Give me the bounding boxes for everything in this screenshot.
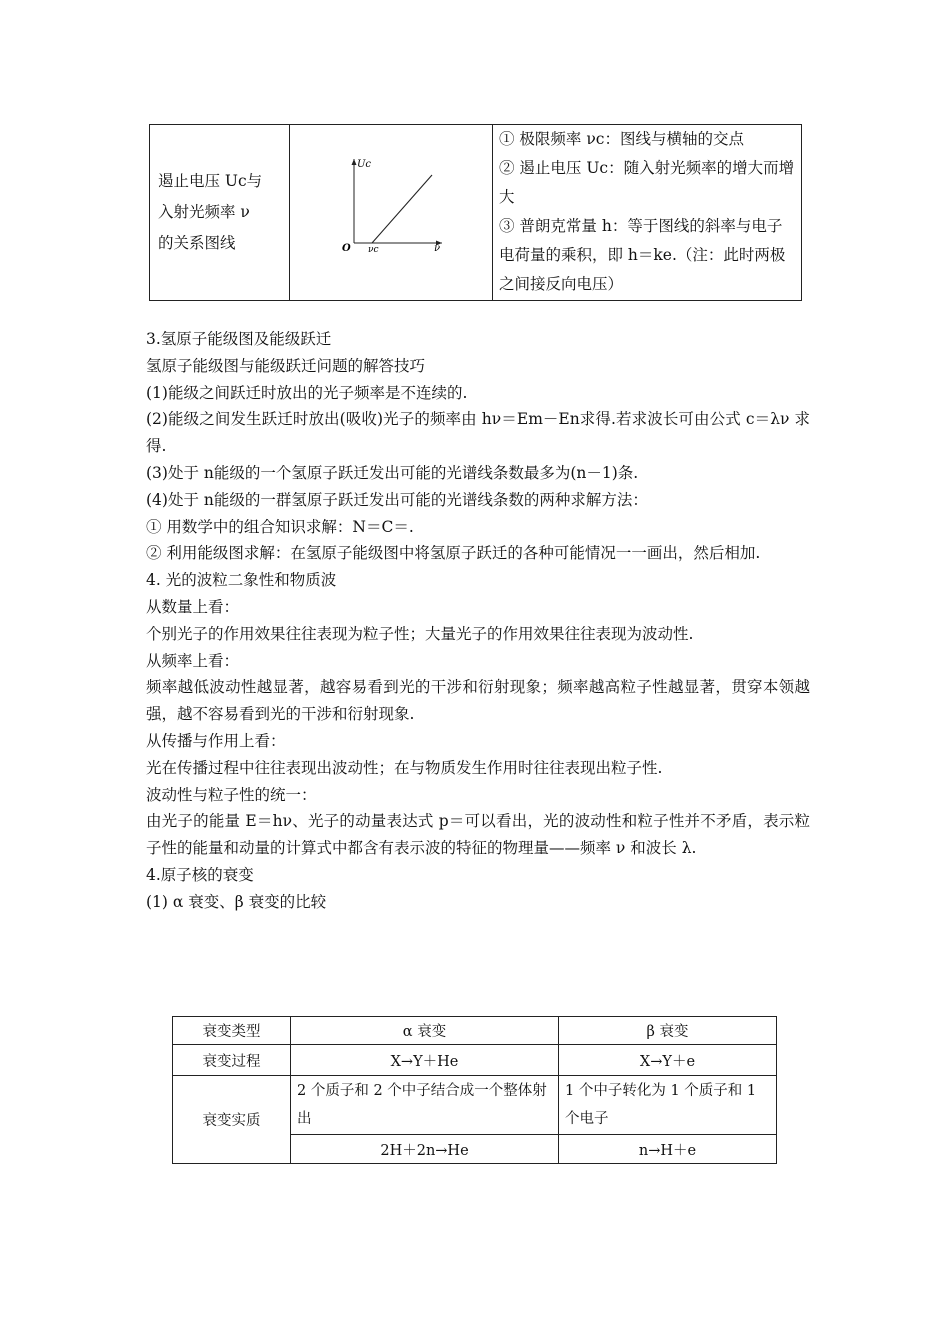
graph-cell bbox=[290, 125, 493, 301]
paragraph: 个别光子的作用效果往往表现为粒子性；大量光子的作用效果往往表现为波动性. bbox=[146, 624, 694, 643]
beta-process: X→Y＋e bbox=[559, 1045, 777, 1076]
paragraph: 氢原子能级图与能级跃迁问题的解答技巧 bbox=[146, 356, 426, 375]
paragraph: (4)处于 n能级的一群氢原子跃迁发出可能的光谱线条数的两种求解方法： bbox=[146, 490, 648, 509]
alpha-process: X→Y＋He bbox=[291, 1045, 559, 1076]
y-axis-label: Uc bbox=[357, 159, 372, 170]
header-cell-beta: β 衰变 bbox=[559, 1017, 777, 1045]
note-planck-constant: ③ 普朗克常量 h：等于图线的斜率与电子电荷量的乘积，即 h＝ke.（注：此时两极之间接反向电压） bbox=[499, 217, 786, 293]
body-text bbox=[146, 326, 810, 916]
paragraph: (1)能级之间跃迁时放出的光子频率是不连续的. bbox=[146, 383, 468, 402]
intercept-label: νc bbox=[368, 245, 379, 255]
paragraph: 光在传播过程中往往表现出波动性；在与物质发生作用时往往表现出粒子性. bbox=[146, 758, 663, 777]
beta-essence: 1 个中子转化为 1 个质子和 1 个电子 bbox=[559, 1076, 777, 1135]
graph-label-line1: 遏止电压 Uc与 bbox=[158, 172, 263, 190]
paragraph: 从频率上看： bbox=[146, 651, 240, 670]
note-threshold-frequency: ① 极限频率 νc：图线与横轴的交点 bbox=[499, 130, 744, 148]
note-stopping-voltage: ② 遏止电压 Uc：随入射光频率的增大而增大 bbox=[499, 159, 795, 206]
paragraph: (1) α 衰变、β 衰变的比较 bbox=[146, 892, 327, 911]
stopping-voltage-table bbox=[149, 124, 802, 301]
paragraph: ② 利用能级图求解：在氢原子能级图中将氢原子跃迁的各种可能情况一一画出，然后相加. bbox=[146, 544, 761, 563]
paragraph: 从传播与作用上看： bbox=[146, 731, 286, 750]
x-axis-label: ν bbox=[434, 243, 441, 254]
decay-comparison-table bbox=[172, 1016, 777, 1164]
heading-wave-particle: 4. 光的波粒二象性和物质波 bbox=[146, 571, 337, 590]
y-axis-arrow bbox=[352, 159, 357, 165]
graph-label-cell bbox=[150, 125, 290, 301]
beta-equation: n→H＋e bbox=[559, 1135, 777, 1164]
header-cell-alpha: α 衰变 bbox=[291, 1017, 559, 1045]
paragraph: 从数量上看： bbox=[146, 597, 240, 616]
heading-nuclear-decay: 4.原子核的衰变 bbox=[146, 865, 254, 884]
row-label-process: 衰变过程 bbox=[173, 1045, 291, 1076]
paragraph: 由光子的能量 E＝hν、光子的动量表达式 p＝可以看出，光的波动性和粒子性并不矛盾，表示粒子性的能量和动量的计算式中都含有表示波的特征的物理量——频率 ν 和波长 λ. bbox=[146, 812, 810, 858]
graph-label-line2: 入射光频率 ν bbox=[158, 203, 250, 221]
paragraph: (2)能级之间发生跃迁时放出(吸收)光子的频率由 hν＝Em－En求得.若求波长可由公式 c＝λν 求得. bbox=[146, 410, 810, 456]
alpha-equation: 2H＋2n→He bbox=[291, 1135, 559, 1164]
paragraph: 波动性与粒子性的统一： bbox=[146, 785, 317, 804]
uc-vs-frequency-graph bbox=[290, 125, 490, 296]
origin-label: O bbox=[342, 243, 351, 254]
paragraph: (3)处于 n能级的一个氢原子跃迁发出可能的光谱线条数最多为(n－1)条. bbox=[146, 463, 639, 482]
graph-notes-cell bbox=[493, 125, 802, 301]
paragraph: 频率越低波动性越显著，越容易看到光的干涉和衍射现象；频率越高粒子性越显著，贯穿本领越强，越不容易看到光的干涉和衍射现象. bbox=[146, 678, 810, 724]
heading-energy-levels: 3.氢原子能级图及能级跃迁 bbox=[146, 330, 332, 348]
header-cell-type: 衰变类型 bbox=[173, 1017, 291, 1045]
graph-label-line3: 的关系图线 bbox=[158, 234, 236, 252]
alpha-essence: 2 个质子和 2 个中子结合成一个整体射出 bbox=[291, 1076, 559, 1135]
paragraph: ① 用数学中的组合知识求解：N＝C＝. bbox=[146, 517, 414, 536]
row-label-essence: 衰变实质 bbox=[173, 1076, 291, 1164]
uc-line bbox=[372, 175, 432, 243]
